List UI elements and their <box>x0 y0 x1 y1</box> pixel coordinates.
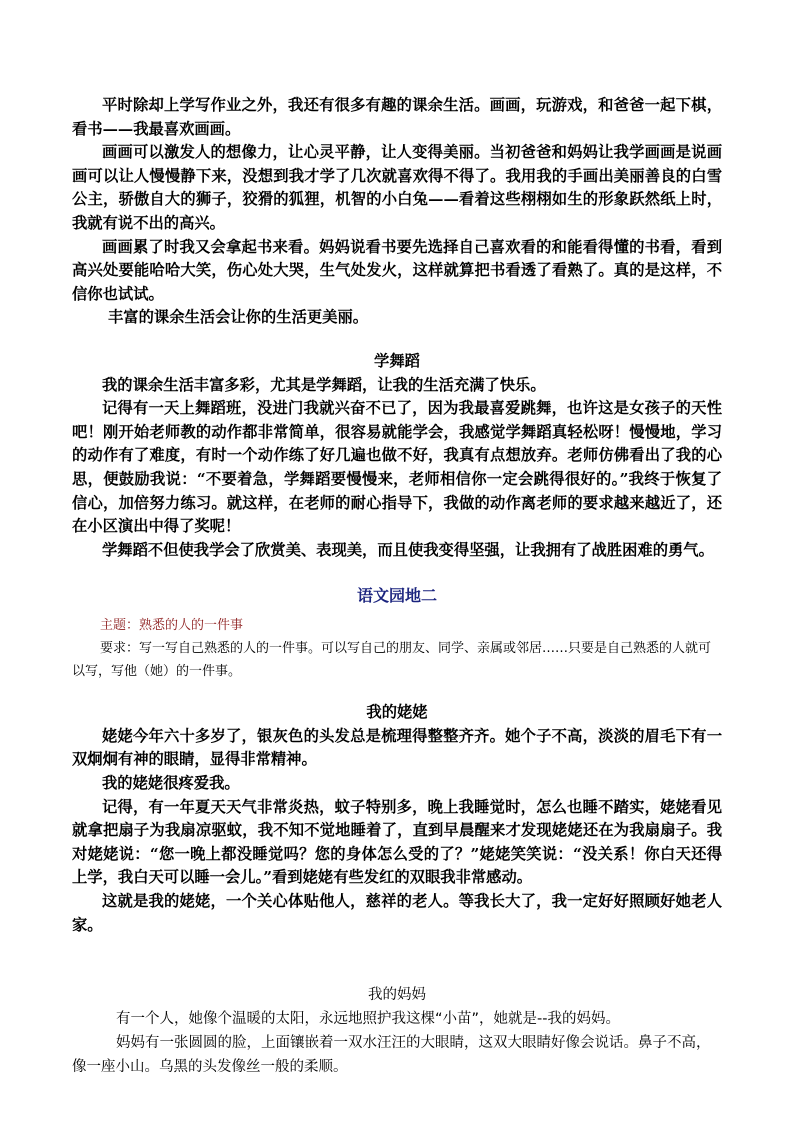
paragraph: 平时除却上学写作业之外，我还有很多有趣的课余生活。画画，玩游戏，和爸爸一起下棋，看书——我最喜欢画画。 <box>72 96 722 138</box>
document-page <box>72 94 722 1079</box>
paragraph: 有一个人，她像个温暖的太阳，永远地照护我这棵“小苗”，她就是--我的妈妈。 <box>116 1011 620 1028</box>
paragraph: 画画累了时我又会拿起书来看。妈妈说看书要先选择自己喜欢看的和能看得懂的书看，看到高兴处要能哈哈大笑，伤心处大哭，生气处发火，这样就算把书看透了看熟了。真的是这样，不信你也试试。 <box>72 237 722 303</box>
essay-title: 我的妈妈 <box>368 987 426 1004</box>
paragraph: 丰富的课余生活会让你的生活更美丽。 <box>108 308 369 327</box>
topic-line: 主题：熟悉的人的一件事 <box>100 618 244 634</box>
paragraph: 这就是我的姥姥，一个关心体贴他人，慈祥的老人。等我长大了，我一定好好照顾好她老人家。 <box>72 892 722 934</box>
paragraph: 妈妈有一张圆圆的脸，上面镶嵌着一双水汪汪的大眼睛，这双大眼睛好像会说话。鼻子不高，像一座小山。乌黑的头发像丝一般的柔顺。 <box>72 1035 711 1076</box>
requirement-text: 要求：写一写自己熟悉的人的一件事。可以写自己的朋友、同学、亲属或邻居……只要是自己熟悉的人就可以写，写他（她）的一件事。 <box>72 641 712 680</box>
paragraph: 记得，有一年夏天天气非常炎热，蚊子特别多，晚上我睡觉时，怎么也睡不踏实，姥姥看见就拿把扇子为我扇凉驱蚊，我不知不觉地睡着了，直到早晨醒来才发现姥姥还在为我扇扇子。我对姥姥说：“您一晚上都没睡觉吗？您的身体怎么受的了？”姥姥笑笑说：“没关系！你白天还得上学，我白天可以睡一会儿。”看到姥姥有些发红的双眼我非常感动。 <box>72 797 722 887</box>
paragraph: 学舞蹈不但使我学会了欣赏美、表现美，而且使我变得坚强，让我拥有了战胜困难的勇气。 <box>102 540 714 559</box>
paragraph: 姥姥今年六十多岁了，银灰色的头发总是梳理得整整齐齐。她个子不高，淡淡的眉毛下有一双炯炯有神的眼睛，显得非常精神。 <box>72 726 722 769</box>
essay-title: 学舞蹈 <box>374 351 420 370</box>
essay-title: 我的姥姥 <box>366 703 428 722</box>
paragraph: 画画可以激发人的想像力，让心灵平静，让人变得美丽。当初爸爸和妈妈让我学画画是说画画可以让人慢慢静下来，没想到我才学了几次就喜欢得不得了。我用我的手画出美丽善良的白雪公主，骄傲自大的狮子，狡猾的狐狸，机智的小白兔——看着这些栩栩如生的形象跃然纸上时，我就有说不出的高兴。 <box>72 143 722 232</box>
paragraph: 我的姥姥很疼爱我。 <box>102 774 240 793</box>
paragraph: 记得有一天上舞蹈班，没进门我就兴奋不已了，因为我最喜爱跳舞，也许这是女孩子的天性吧！刚开始老师教的动作都非常简单，很容易就能学会，我感觉学舞蹈真轻松呀！慢慢地，学习的动作有了难度，有时一个动作练了好几遍也做不好，我真有点想放弃。老师仿佛看出了我的心思，便鼓励我说：“不要着急，学舞蹈要慢慢来，老师相信你一定会跳得很好的。”我终于恢复了信心，加倍努力练习。就这样，在老师的耐心指导下，我做的动作离老师的要求越来越近了，还在小区演出中得了奖呢！ <box>72 399 722 536</box>
paragraph: 我的课余生活丰富多彩，尤其是学舞蹈，让我的生活充满了快乐。 <box>102 375 546 394</box>
section-title: 语文园地二 <box>356 586 437 606</box>
